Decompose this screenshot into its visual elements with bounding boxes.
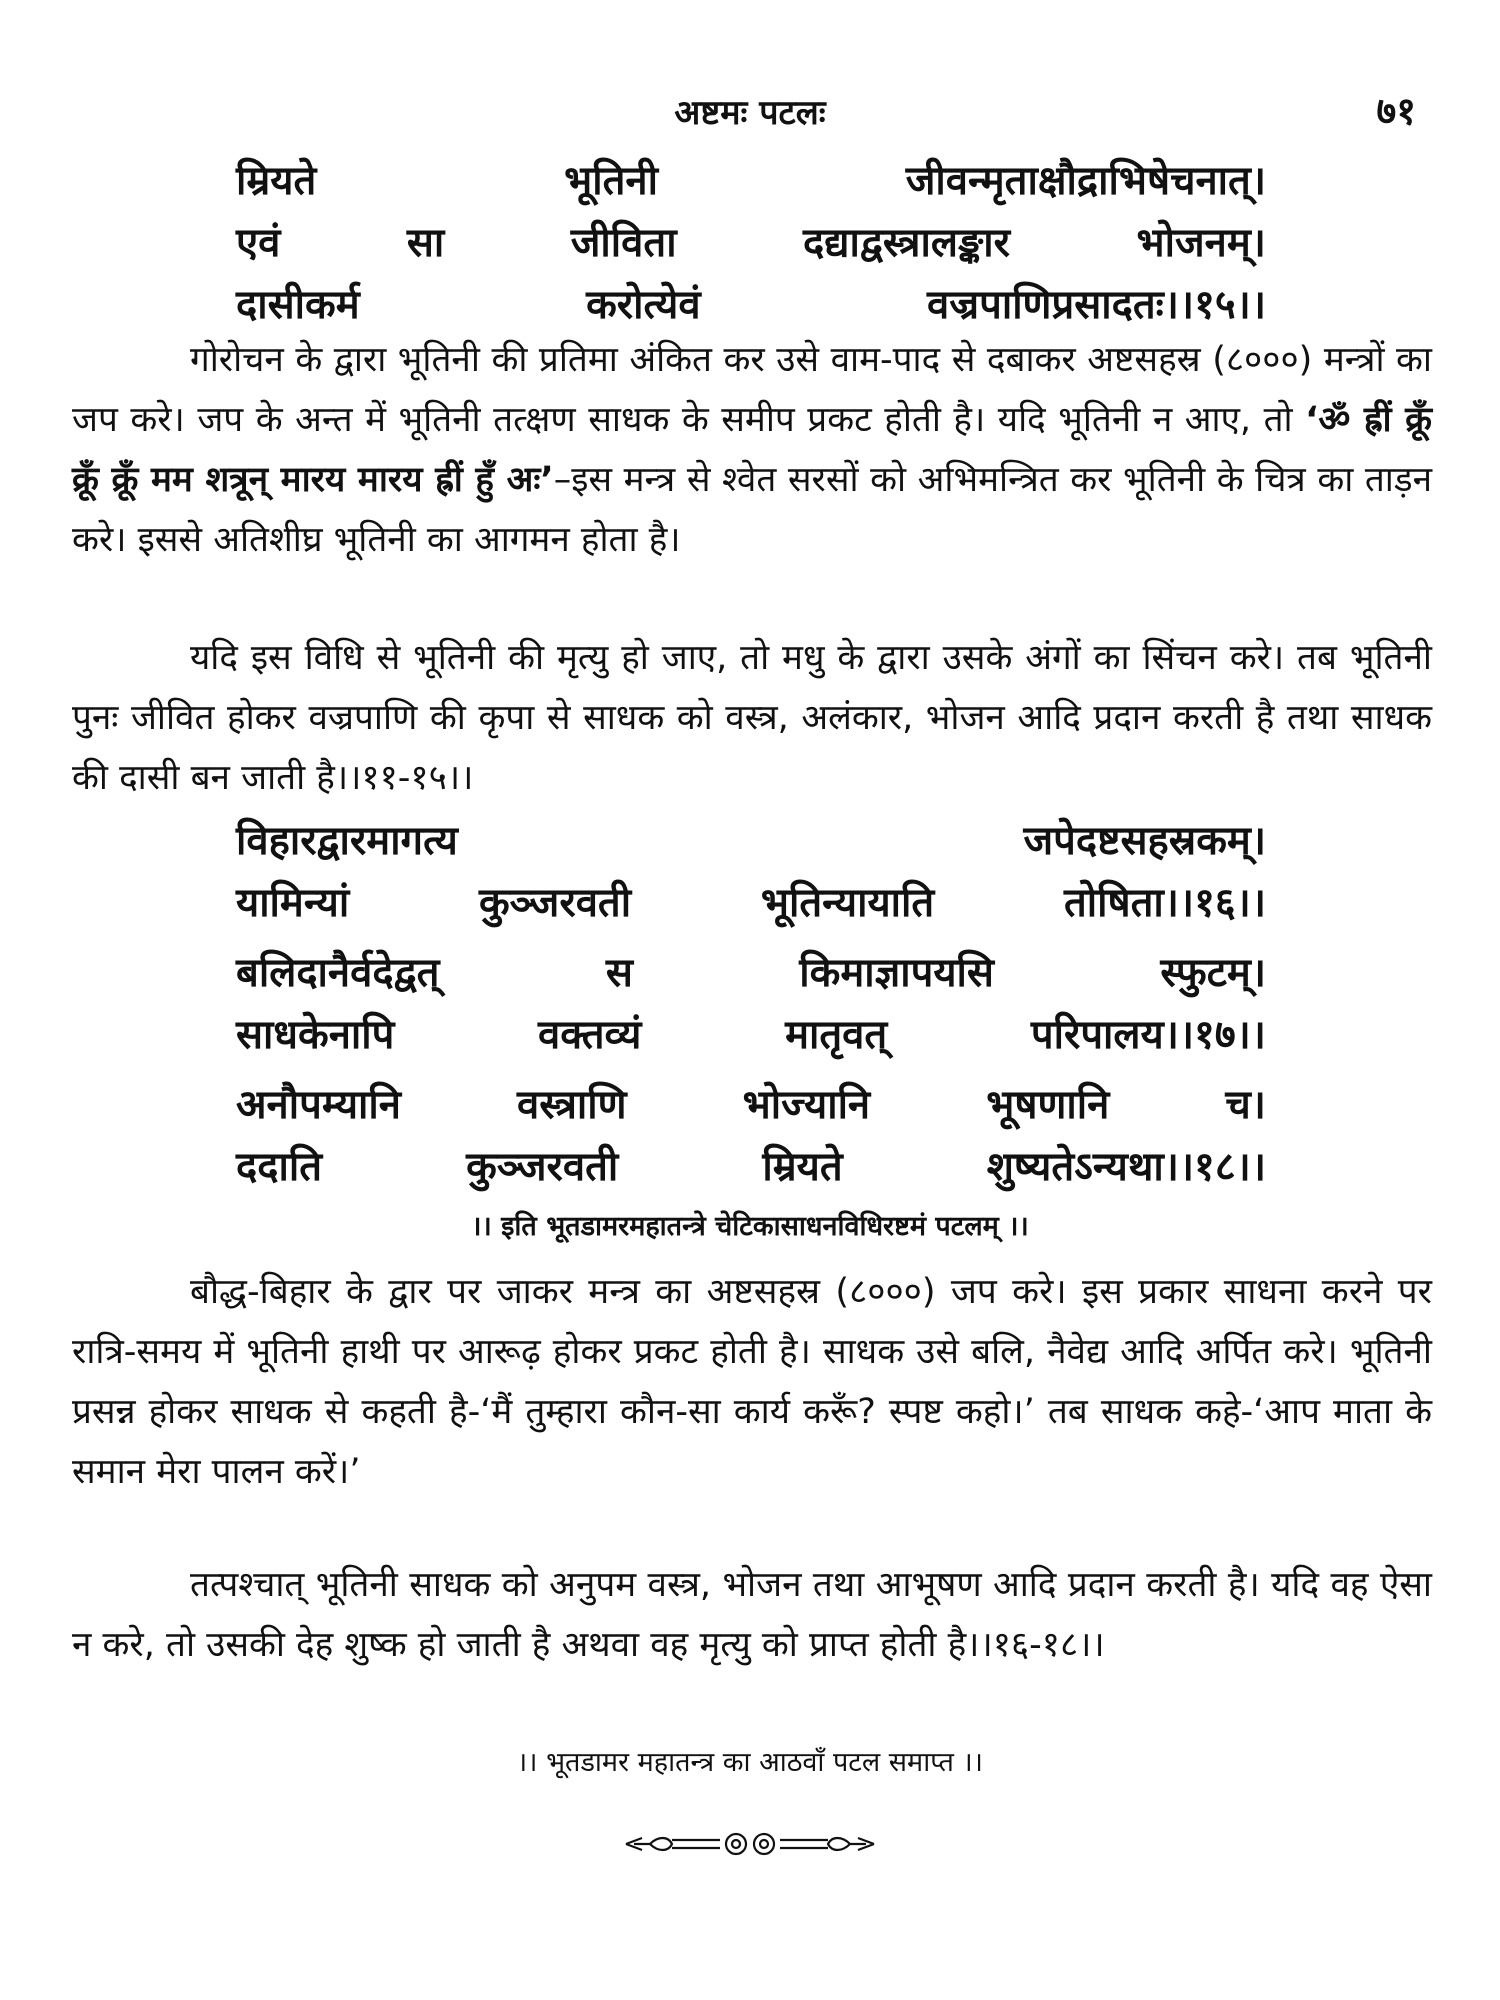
verse-line <box>236 942 1266 1004</box>
verse-word: ददाति <box>236 1144 322 1190</box>
verse-word: वस्त्राणि <box>517 1082 627 1128</box>
verse-word: दासीकर्म <box>236 282 360 328</box>
verse-word: स <box>605 950 633 996</box>
verse-word: मातृवत् <box>785 1012 888 1058</box>
chapter-colophon-hindi: ।। भूतडामर महातन्त्र का आठवाँ पटल समाप्त ।। <box>517 1747 983 1778</box>
verse-word: भूतिन्यायाति <box>760 880 935 926</box>
commentary-paragraph: यदि इस विधि से भूतिनी की मृत्यु हो जाए, तो मधु के द्वारा उसके अंगों का सिंचन करे। तब भूतिनी पुनः जीवित होकर वज्रपाणि की कृपा से साधक को वस्त्र, अलंकार, भोजन आदि प्रदान करती है तथा साधक की दासी बन जाती है।।११-१५।। <box>72 638 1432 798</box>
verse-word: करोत्येवं <box>586 282 701 328</box>
decorative-flourish-icon <box>620 1826 880 1862</box>
verse-word: किमाज्ञापयसि <box>799 950 994 996</box>
page-number: ७१ <box>1376 89 1416 133</box>
verse-line <box>236 872 1266 934</box>
verse-block-18 <box>236 1074 1266 1198</box>
verse-block-13-15 <box>236 150 1266 336</box>
verse-word: वक्तव्यं <box>538 1012 642 1058</box>
verse-word: म्रियते <box>762 1144 843 1190</box>
verse-word: यामिन्यां <box>236 880 350 926</box>
verse-word: तोषिता।।१६।। <box>1063 880 1266 926</box>
commentary-paragraph <box>72 330 1432 570</box>
verse-line <box>236 150 1266 212</box>
verse-word: वज्रपाणिप्रसादतः।।१५।। <box>927 282 1266 328</box>
verse-word: विहारद्वारमागत्य <box>236 818 458 864</box>
verse-word: सा <box>406 220 445 266</box>
verse-word: जीवन्मृताक्षौद्राभिषेचनात्। <box>905 158 1266 204</box>
verse-word: भूतिनी <box>564 158 658 204</box>
verse-word: भोजनम्। <box>1136 220 1266 266</box>
verse-word: जीविता <box>570 220 677 266</box>
verse-word: स्फुटम्। <box>1160 950 1266 996</box>
verse-word: एवं <box>236 220 281 266</box>
verse-word: च। <box>1225 1082 1266 1128</box>
verse-line <box>236 1074 1266 1136</box>
commentary-paragraph: तत्पश्चात् भूतिनी साधक को अनुपम वस्त्र, भोजन तथा आभूषण आदि प्रदान करती है। यदि वह ऐसा न करे, तो उसकी देह शुष्क हो जाती है अथवा वह मृत्यु को प्राप्त होती है।।१६-१८।। <box>72 1565 1432 1665</box>
verse-line <box>236 810 1266 872</box>
verse-word: कुञ्जरवती <box>466 1144 619 1190</box>
mantra-text: ‘ॐ ह्रीं क्रूँ क्रूँ क्रूँ मम शत्रून् मारय मारय ह्रीं हुँ अः’ <box>72 400 1432 500</box>
verse-word: बलिदानैर्वदेद्वत् <box>236 950 440 996</box>
verse-line <box>236 212 1266 274</box>
verse-word: शुष्यतेऽन्यथा।।१८।। <box>986 1144 1266 1190</box>
verse-line <box>236 1136 1266 1198</box>
verse-line <box>236 1004 1266 1066</box>
verse-word: भोज्यानि <box>742 1082 871 1128</box>
verse-word: परिपालय।।१७।। <box>1030 1012 1266 1058</box>
verse-word: म्रियते <box>236 158 317 204</box>
verse-word: जपेदष्टसहस्रकम्। <box>1023 818 1266 864</box>
commentary-text: –इस मन्त्र से श्वेत सरसों को अभिमन्त्रित कर भूतिनी के चित्र का ताड़न करे। इससे अतिशीघ्र भूतिनी का आगमन होता है। <box>72 460 1432 560</box>
running-title: अष्टमः पटलः <box>674 93 826 133</box>
verse-word: दद्याद्वस्त्रालङ्कार <box>803 220 1011 266</box>
verse-line <box>236 274 1266 336</box>
verse-block-17 <box>236 942 1266 1066</box>
verse-block-16 <box>236 810 1266 934</box>
verse-word: कुञ्जरवती <box>478 880 632 926</box>
verse-word: भूषणानि <box>986 1082 1110 1128</box>
commentary-text: गोरोचन के द्वारा भूतिनी की प्रतिमा अंकित कर उसे वाम-पाद से दबाकर अष्टसहस्र (८०००) मन्त्रों का जप करे। जप के अन्त में भूतिनी तत्क्षण साधक के समीप प्रकट होती है। यदि भूतिनी न आए, तो <box>72 340 1432 440</box>
verse-word: अनौपम्यानि <box>236 1082 401 1128</box>
verse-word: साधकेनापि <box>236 1012 395 1058</box>
commentary-paragraph: बौद्ध-बिहार के द्वार पर जाकर मन्त्र का अष्टसहस्र (८०००) जप करे। इस प्रकार साधना करने पर रात्रि-समय में भूतिनी हाथी पर आरूढ़ होकर प्रकट होती है। साधक उसे बलि, नैवेद्य आदि अर्पित करे। भूतिनी प्रसन्न होकर साधक से कहती है-‘मैं तुम्हारा कौन-सा कार्य करूँ? स्पष्ट कहो।’ तब साधक कहे-‘आप माता के समान मेरा पालन करें।’ <box>72 1272 1432 1492</box>
chapter-colophon-sanskrit: ।। इति भूतडामरमहातन्त्रे चेटिकासाधनविधिरष्टमं पटलम् ।। <box>471 1211 1029 1242</box>
